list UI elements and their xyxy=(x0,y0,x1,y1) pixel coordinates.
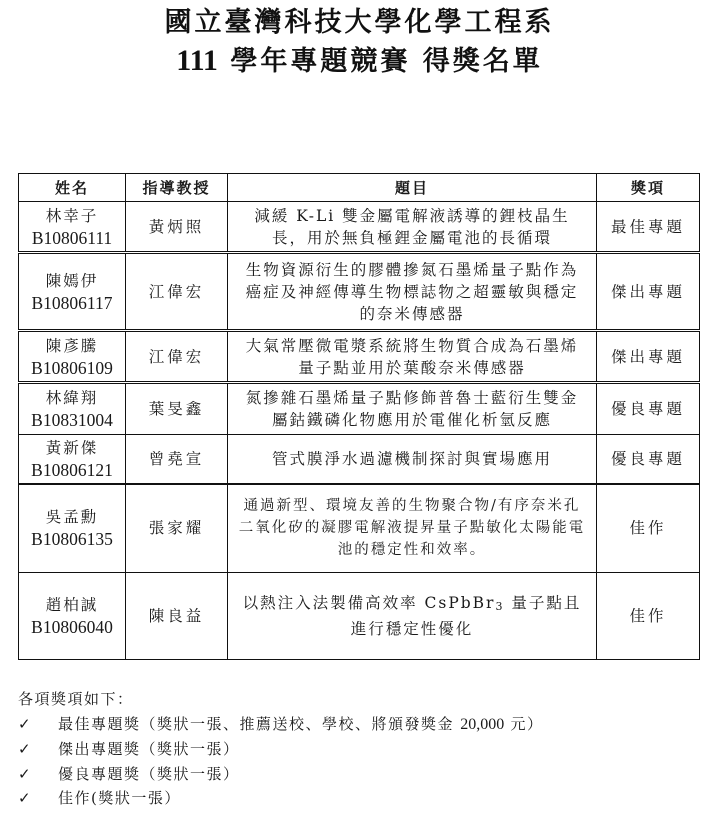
topic-cell: 生物資源衍生的膠體摻氮石墨烯量子點作為癌症及神經傳導生物標誌物之超靈敏與穩定的奈米傳感器 xyxy=(228,253,597,331)
student-name: 陳彥騰 xyxy=(45,336,99,355)
table-row xyxy=(19,484,700,573)
award-cell: 優良專題 xyxy=(597,383,700,435)
award-cell: 優良專題 xyxy=(597,435,700,484)
document-title-line1: 國立臺灣科技大學化學工程系 xyxy=(164,7,555,38)
note-item xyxy=(18,762,544,787)
student-name: 吳孟勳 xyxy=(45,508,99,527)
advisor-cell: 曾堯宣 xyxy=(126,435,228,484)
table-row xyxy=(19,202,700,253)
check-icon: ✓ xyxy=(18,715,33,733)
award-cell: 傑出專題 xyxy=(597,331,700,383)
note-text: 佳作(獎狀一張） xyxy=(58,789,181,807)
student-name: 林幸子 xyxy=(45,206,99,225)
table-header-row xyxy=(19,174,700,202)
topic-cell: 管式膜淨水過濾機制探討與實場應用 xyxy=(228,435,597,484)
column-header-award: 獎項 xyxy=(597,174,700,202)
student-id: B10806117 xyxy=(31,292,113,313)
student-cell xyxy=(19,253,126,331)
award-cell: 佳作 xyxy=(597,573,700,660)
student-cell xyxy=(19,202,126,253)
student-cell xyxy=(19,435,126,484)
topic-subscript: 3 xyxy=(495,600,505,613)
academic-year: 111 xyxy=(176,44,218,77)
student-name: 陳嫣伊 xyxy=(45,271,99,290)
topic-cell: 大氣常壓微電漿系統將生物質合成為石墨烯量子點並用於葉酸奈米傳感器 xyxy=(228,331,597,383)
note-item xyxy=(18,712,544,738)
topic-text-before: 以熱注入法製備高效率 CsPbBr xyxy=(242,594,496,612)
note-text-main: 最佳專題獎（獎狀一張、推薦送校、學校、將頒發獎金 xyxy=(58,714,461,733)
award-cell: 傑出專題 xyxy=(597,253,700,331)
student-id: B10806109 xyxy=(31,357,113,378)
award-cell: 最佳專題 xyxy=(597,202,700,253)
column-header-advisor: 指導教授 xyxy=(126,174,228,202)
advisor-cell: 黃炳照 xyxy=(126,202,228,253)
table-row xyxy=(19,435,700,484)
note-item xyxy=(18,737,544,762)
table-row xyxy=(19,253,700,331)
student-name: 黃新傑 xyxy=(45,438,99,457)
student-cell xyxy=(19,573,126,660)
student-id: B10806121 xyxy=(31,459,113,480)
column-header-topic: 題目 xyxy=(228,174,597,202)
student-cell xyxy=(19,331,126,383)
notes-heading: 各項獎項如下： xyxy=(18,690,134,708)
prize-amount: 20,000 xyxy=(460,715,505,733)
advisor-cell: 陳良益 xyxy=(126,573,228,660)
table-row xyxy=(19,331,700,383)
student-name: 林緯翔 xyxy=(45,389,99,407)
note-item xyxy=(18,786,544,811)
student-id: B10831004 xyxy=(31,410,113,430)
advisor-cell: 葉旻鑫 xyxy=(126,383,228,435)
student-cell xyxy=(19,383,126,435)
awards-table xyxy=(18,173,700,660)
note-text: 傑出專題獎（獎狀一張） xyxy=(58,740,240,758)
table-row xyxy=(19,573,700,660)
student-name: 趙柏誠 xyxy=(45,596,99,614)
note-text xyxy=(58,712,544,738)
note-text: 優良專題獎（獎狀一張） xyxy=(58,764,240,783)
topic-cell: 通過新型、環境友善的生物聚合物/有序奈米孔二氧化矽的凝膠電解液提昇量子點敏化太陽能電池的穩定性和效率。 xyxy=(228,484,597,573)
table-row xyxy=(19,383,700,435)
award-notes xyxy=(18,687,544,811)
document-title-line2 xyxy=(0,44,719,79)
column-header-name: 姓名 xyxy=(19,174,126,202)
note-text-tail: 元） xyxy=(504,714,544,733)
check-icon: ✓ xyxy=(18,789,33,807)
student-cell xyxy=(19,484,126,573)
topic-cell xyxy=(228,573,597,660)
student-id: B10806135 xyxy=(31,529,113,550)
student-id: B10806040 xyxy=(31,617,113,637)
award-cell: 佳作 xyxy=(597,484,700,573)
topic-cell: 減緩 K-Li 雙金屬電解液誘導的鋰枝晶生長，用於無負極鋰金屬電池的長循環 xyxy=(228,202,597,253)
student-id: B10806111 xyxy=(31,227,113,248)
check-icon: ✓ xyxy=(18,740,33,758)
advisor-cell: 張家耀 xyxy=(126,484,228,573)
advisor-cell: 江偉宏 xyxy=(126,253,228,331)
title-line2-text: 學年專題競賽 得獎名單 xyxy=(217,46,543,77)
advisor-cell: 江偉宏 xyxy=(126,331,228,383)
topic-cell: 氮摻雜石墨烯量子點修飾普魯士藍衍生雙金屬鈷鐵磷化物應用於電催化析氫反應 xyxy=(228,383,597,435)
check-icon: ✓ xyxy=(18,764,33,783)
topic-text-after: 量子點且進行穩定性優化 xyxy=(350,594,582,638)
